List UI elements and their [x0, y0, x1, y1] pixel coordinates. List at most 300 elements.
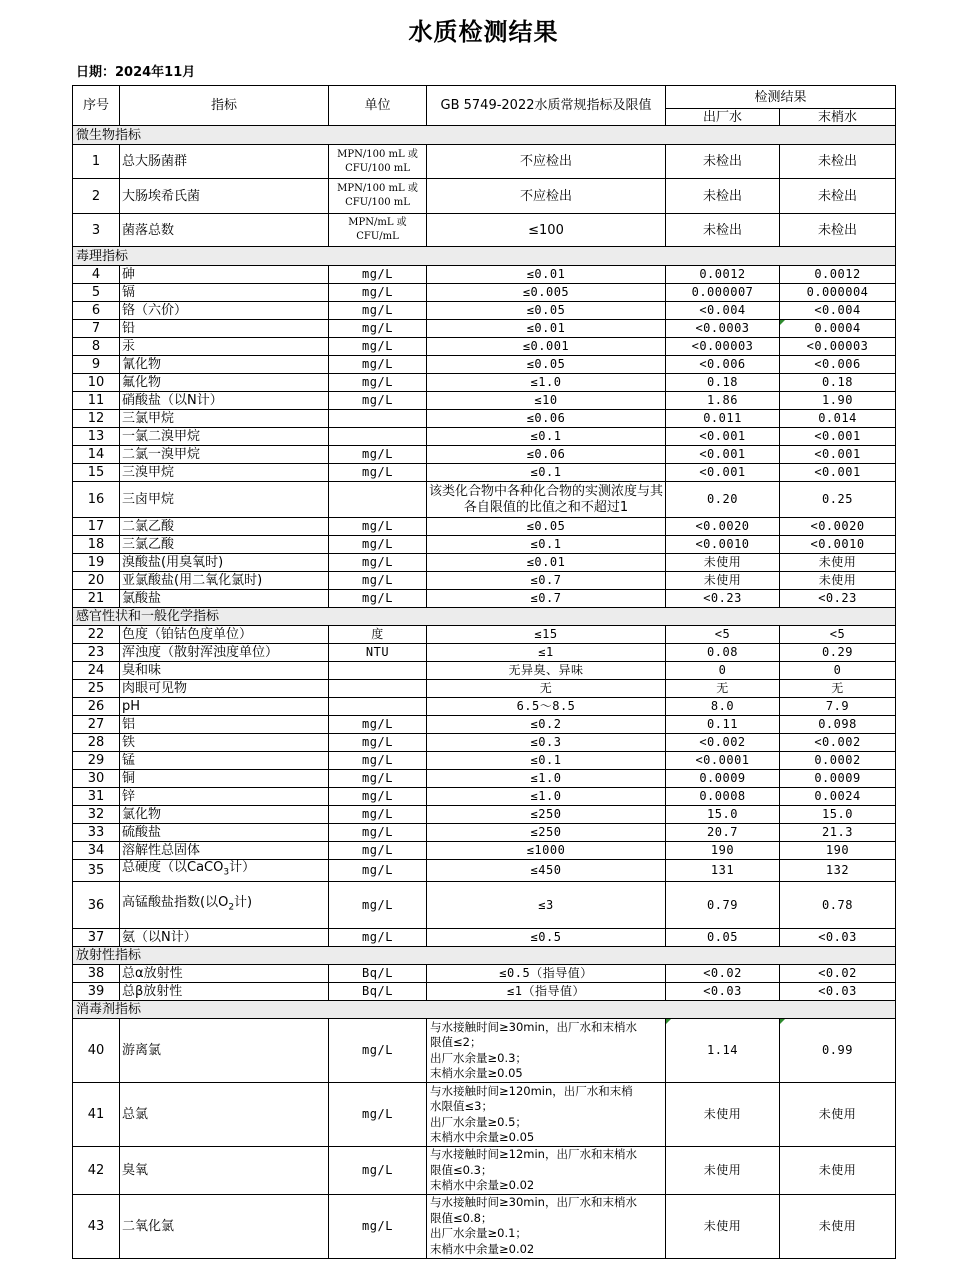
row-tap: 1.90: [780, 392, 896, 410]
row-no: 4: [73, 266, 120, 284]
row-factory: 0.0008: [666, 788, 780, 806]
row-limit: ≤0.1: [427, 428, 666, 446]
row-no: 29: [73, 752, 120, 770]
limit-line: 末梢水余量≥0.05: [430, 1066, 523, 1080]
table-row: [73, 698, 896, 716]
row-tap: 0.0009: [780, 770, 896, 788]
row-unit: mg/L: [329, 266, 427, 284]
row-unit: mg/L: [329, 374, 427, 392]
row-limit: ≤0.05: [427, 302, 666, 320]
header-no: 序号: [73, 86, 120, 126]
row-factory: <5: [666, 626, 780, 644]
row-unit: mg/L: [329, 734, 427, 752]
results-table: [72, 85, 896, 1259]
row-limit: ≤0.05: [427, 518, 666, 536]
table-row: [73, 965, 896, 983]
table-row: [73, 824, 896, 842]
table-row: [73, 752, 896, 770]
row-factory: 无: [666, 680, 780, 698]
table-row: [73, 266, 896, 284]
row-factory: 1.86: [666, 392, 780, 410]
row-no: 6: [73, 302, 120, 320]
section-sensory: 感官性状和一般化学指标: [73, 608, 896, 626]
row-tap: <0.03: [780, 929, 896, 947]
row-unit: mg/L: [329, 882, 427, 929]
row-tap: 0.098: [780, 716, 896, 734]
row-factory: <0.0020: [666, 518, 780, 536]
table-row: [73, 572, 896, 590]
row-unit: mg/L: [329, 338, 427, 356]
row-factory: 未检出: [666, 145, 780, 179]
row-tap: 未检出: [780, 214, 896, 247]
row-unit: [329, 662, 427, 680]
row-tap: 无: [780, 680, 896, 698]
header-indicator: 指标: [120, 86, 329, 126]
header-factory: 出厂水: [666, 109, 780, 126]
row-tap: 0: [780, 662, 896, 680]
table-row: [73, 145, 896, 179]
row-tap: <0.0010: [780, 536, 896, 554]
table-row: [73, 518, 896, 536]
row-unit: [329, 428, 427, 446]
row-tap: 0.25: [780, 482, 896, 518]
row-factory: 未使用: [666, 572, 780, 590]
row-limit: ≤0.06: [427, 410, 666, 428]
row-tap: 0.0012: [780, 266, 896, 284]
section-disinfect: 消毒剂指标: [73, 1001, 896, 1019]
table-row: [73, 1194, 896, 1258]
row-unit: MPN/100 mL 或 CFU/100 mL: [329, 145, 427, 179]
limit-line: 出厂水余量≥0.3；: [430, 1050, 527, 1065]
row-limit: ≤1000: [427, 842, 666, 860]
row-limit: [427, 1083, 666, 1147]
row-name: 汞: [120, 338, 329, 356]
row-factory: <0.006: [666, 356, 780, 374]
row-factory: <0.001: [666, 446, 780, 464]
row-no: 3: [73, 214, 120, 247]
row-name: 总大肠菌群: [120, 145, 329, 179]
row-factory: 0.0009: [666, 770, 780, 788]
row-tap: 未检出: [780, 145, 896, 179]
row-tap: 0.0024: [780, 788, 896, 806]
table-row: [73, 392, 896, 410]
table-row: [73, 842, 896, 860]
row-limit: ≤1（指导值）: [427, 983, 666, 1001]
table-row: [73, 882, 896, 929]
table-row: [73, 428, 896, 446]
row-name: 氨（以N计）: [120, 929, 329, 947]
row-name: 一氯二溴甲烷: [120, 428, 329, 446]
row-name: 亚氯酸盐(用二氧化氯时): [120, 572, 329, 590]
row-limit: 该类化合物中各种化合物的实测浓度与其各自限值的比值之和不超过1: [427, 482, 666, 518]
table-row: [73, 644, 896, 662]
table-row: [73, 356, 896, 374]
row-factory: 1.14: [666, 1019, 780, 1083]
row-limit: 不应检出: [427, 145, 666, 179]
row-name: 臭氧: [120, 1147, 329, 1195]
row-unit: mg/L: [329, 590, 427, 608]
table-row: [73, 1147, 896, 1195]
row-unit: MPN/100 mL 或 CFU/100 mL: [329, 179, 427, 214]
row-no: 11: [73, 392, 120, 410]
row-limit: 无异臭、异味: [427, 662, 666, 680]
row-no: 26: [73, 698, 120, 716]
row-limit: ≤0.1: [427, 752, 666, 770]
row-tap: 未使用: [780, 1083, 896, 1147]
limit-line: 与水接触时间≥120min，出厂水和末梢: [430, 1083, 633, 1098]
row-factory: 未使用: [666, 1194, 780, 1258]
row-name: 铜: [120, 770, 329, 788]
row-limit: ≤0.01: [427, 266, 666, 284]
row-limit: ≤1.0: [427, 788, 666, 806]
row-no: 1: [73, 145, 120, 179]
row-limit: ≤10: [427, 392, 666, 410]
row-unit: mg/L: [329, 1194, 427, 1258]
row-no: 34: [73, 842, 120, 860]
row-name: 三氯甲烷: [120, 410, 329, 428]
table-row: [73, 806, 896, 824]
row-name: 肉眼可见物: [120, 680, 329, 698]
row-unit: mg/L: [329, 572, 427, 590]
row-no: 25: [73, 680, 120, 698]
row-limit: ≤0.5: [427, 929, 666, 947]
row-no: 33: [73, 824, 120, 842]
row-factory: 0.11: [666, 716, 780, 734]
row-tap: <0.006: [780, 356, 896, 374]
row-factory: 0.011: [666, 410, 780, 428]
row-no: 36: [73, 882, 120, 929]
row-limit: ≤15: [427, 626, 666, 644]
row-factory: <0.23: [666, 590, 780, 608]
limit-line: 末梢水中余量≥0.05: [430, 1130, 535, 1144]
row-tap: <0.02: [780, 965, 896, 983]
table-row: [73, 716, 896, 734]
row-unit: [329, 410, 427, 428]
row-unit: Bq/L: [329, 965, 427, 983]
row-unit: mg/L: [329, 302, 427, 320]
row-unit: mg/L: [329, 824, 427, 842]
limit-line: 水限值≤3；: [430, 1099, 493, 1113]
table-row: [73, 929, 896, 947]
row-no: 19: [73, 554, 120, 572]
row-name: 砷: [120, 266, 329, 284]
table-row: [73, 410, 896, 428]
row-no: 27: [73, 716, 120, 734]
row-unit: mg/L: [329, 356, 427, 374]
row-tap: <0.002: [780, 734, 896, 752]
header-unit: 单位: [329, 86, 427, 126]
row-no: 13: [73, 428, 120, 446]
row-tap: 190: [780, 842, 896, 860]
row-no: 12: [73, 410, 120, 428]
row-unit: mg/L: [329, 446, 427, 464]
row-limit: ≤100: [427, 214, 666, 247]
row-limit: ≤3: [427, 882, 666, 929]
row-limit: ≤0.01: [427, 320, 666, 338]
row-no: 2: [73, 179, 120, 214]
row-factory: 未使用: [666, 1147, 780, 1195]
row-factory: 15.0: [666, 806, 780, 824]
row-factory: 190: [666, 842, 780, 860]
table-row: [73, 626, 896, 644]
row-name: 总硬度（以CaCO$_3$计）: [120, 860, 329, 882]
table-row: [73, 482, 896, 518]
report-date: 日期：2024年11月: [76, 65, 196, 80]
table-row: [73, 983, 896, 1001]
row-factory: 未检出: [666, 179, 780, 214]
row-factory: 0.20: [666, 482, 780, 518]
row-unit: 度: [329, 626, 427, 644]
row-factory: 未使用: [666, 1083, 780, 1147]
row-unit: mg/L: [329, 518, 427, 536]
limit-line: 与水接触时间≥30min，出厂水和末梢水: [430, 1195, 637, 1209]
row-unit: mg/L: [329, 392, 427, 410]
row-factory: 0.0012: [666, 266, 780, 284]
row-unit: [329, 482, 427, 518]
row-name: 浑浊度（散射浑浊度单位）: [120, 644, 329, 662]
row-unit: mg/L: [329, 1147, 427, 1195]
row-tap: 0.0002: [780, 752, 896, 770]
row-no: 7: [73, 320, 120, 338]
row-tap: 132: [780, 860, 896, 882]
section-radio: 放射性指标: [73, 947, 896, 965]
row-tap: 0.014: [780, 410, 896, 428]
row-name: 三溴甲烷: [120, 464, 329, 482]
row-factory: 0.08: [666, 644, 780, 662]
limit-line: 限值≤0.3；: [430, 1162, 493, 1177]
row-limit: ≤0.001: [427, 338, 666, 356]
row-unit: [329, 680, 427, 698]
row-name: 铬（六价）: [120, 302, 329, 320]
row-limit: [427, 1019, 666, 1083]
row-no: 10: [73, 374, 120, 392]
row-factory: <0.002: [666, 734, 780, 752]
row-name: 二氯乙酸: [120, 518, 329, 536]
row-factory: <0.001: [666, 428, 780, 446]
table-row: [73, 338, 896, 356]
row-factory: <0.0010: [666, 536, 780, 554]
table-row: [73, 214, 896, 247]
row-no: 20: [73, 572, 120, 590]
row-no: 9: [73, 356, 120, 374]
row-name: 氯化物: [120, 806, 329, 824]
row-tap: 未检出: [780, 179, 896, 214]
row-factory: 未检出: [666, 214, 780, 247]
row-name: 二氧化氯: [120, 1194, 329, 1258]
row-no: 42: [73, 1147, 120, 1195]
row-name: 溴酸盐(用臭氧时): [120, 554, 329, 572]
row-no: 5: [73, 284, 120, 302]
row-limit: ≤0.2: [427, 716, 666, 734]
row-limit: ≤1.0: [427, 770, 666, 788]
row-name: 硫酸盐: [120, 824, 329, 842]
page-title: 水质检测结果: [408, 18, 559, 46]
row-factory: <0.0003: [666, 320, 780, 338]
row-factory: 20.7: [666, 824, 780, 842]
row-no: 41: [73, 1083, 120, 1147]
row-name: 溶解性总固体: [120, 842, 329, 860]
limit-line: 与水接触时间≥12min，出厂水和末梢水: [430, 1147, 637, 1161]
row-unit: mg/L: [329, 806, 427, 824]
row-unit: MPN/mL 或 CFU/mL: [329, 214, 427, 247]
row-name: 氟化物: [120, 374, 329, 392]
row-limit: ≤250: [427, 806, 666, 824]
row-name: 锰: [120, 752, 329, 770]
row-tap: 0.000004: [780, 284, 896, 302]
row-no: 15: [73, 464, 120, 482]
row-tap: <0.03: [780, 983, 896, 1001]
limit-line: 末梢水中余量≥0.02: [430, 1178, 535, 1192]
row-limit: ≤0.7: [427, 572, 666, 590]
row-unit: mg/L: [329, 554, 427, 572]
row-no: 14: [73, 446, 120, 464]
table-row: [73, 590, 896, 608]
row-tap: 未使用: [780, 1194, 896, 1258]
row-unit: mg/L: [329, 1083, 427, 1147]
row-tap: 7.9: [780, 698, 896, 716]
table-row: [73, 860, 896, 882]
table-row: [73, 302, 896, 320]
row-factory: 0.79: [666, 882, 780, 929]
row-tap: 0.78: [780, 882, 896, 929]
table-row: [73, 536, 896, 554]
row-name: 总β放射性: [120, 983, 329, 1001]
row-tap: 未使用: [780, 1147, 896, 1195]
row-no: 37: [73, 929, 120, 947]
row-tap: 0.99: [780, 1019, 896, 1083]
row-name: 总α放射性: [120, 965, 329, 983]
limit-line: 限值≤2；: [430, 1035, 482, 1049]
row-name: 镉: [120, 284, 329, 302]
row-no: 23: [73, 644, 120, 662]
row-no: 30: [73, 770, 120, 788]
row-no: 31: [73, 788, 120, 806]
row-factory: <0.0001: [666, 752, 780, 770]
row-factory: <0.03: [666, 983, 780, 1001]
row-no: 16: [73, 482, 120, 518]
row-limit: 6.5～8.5: [427, 698, 666, 716]
row-name: 色度（铂钴色度单位）: [120, 626, 329, 644]
row-unit: mg/L: [329, 929, 427, 947]
row-tap: <0.0020: [780, 518, 896, 536]
row-tap: <0.001: [780, 428, 896, 446]
row-no: 39: [73, 983, 120, 1001]
row-factory: 未使用: [666, 554, 780, 572]
row-name: 臭和味: [120, 662, 329, 680]
table-row: [73, 1019, 896, 1083]
section-micro: 微生物指标: [73, 126, 896, 145]
row-unit: mg/L: [329, 536, 427, 554]
row-limit: ≤0.06: [427, 446, 666, 464]
row-tap: 21.3: [780, 824, 896, 842]
limit-line: 出厂水余量≥0.5；: [430, 1114, 527, 1129]
row-unit: mg/L: [329, 320, 427, 338]
header-row: [73, 86, 896, 109]
row-limit: ≤1: [427, 644, 666, 662]
row-factory: 131: [666, 860, 780, 882]
row-tap: 0.29: [780, 644, 896, 662]
table-row: [73, 554, 896, 572]
row-factory: 0.000007: [666, 284, 780, 302]
row-tap: <0.00003: [780, 338, 896, 356]
row-limit: 不应检出: [427, 179, 666, 214]
table-row: [73, 662, 896, 680]
table-row: [73, 788, 896, 806]
row-limit: ≤0.1: [427, 464, 666, 482]
row-name: 铅: [120, 320, 329, 338]
row-factory: <0.00003: [666, 338, 780, 356]
row-name: pH: [120, 698, 329, 716]
row-no: 24: [73, 662, 120, 680]
row-name: 铁: [120, 734, 329, 752]
row-name: 总氯: [120, 1083, 329, 1147]
row-limit: [427, 1194, 666, 1258]
row-name: 铝: [120, 716, 329, 734]
table-row: [73, 770, 896, 788]
row-name: 三氯乙酸: [120, 536, 329, 554]
row-no: 18: [73, 536, 120, 554]
row-limit: ≤1.0: [427, 374, 666, 392]
row-no: 40: [73, 1019, 120, 1083]
row-tap: 未使用: [780, 554, 896, 572]
row-no: 35: [73, 860, 120, 882]
row-name: 硝酸盐（以N计）: [120, 392, 329, 410]
table-row: [73, 179, 896, 214]
row-limit: ≤250: [427, 824, 666, 842]
table-row: [73, 680, 896, 698]
row-factory: 0.18: [666, 374, 780, 392]
row-tap: <0.001: [780, 446, 896, 464]
table-row: [73, 1083, 896, 1147]
row-tap: <0.001: [780, 464, 896, 482]
row-tap: 未使用: [780, 572, 896, 590]
row-limit: ≤0.005: [427, 284, 666, 302]
row-factory: 0: [666, 662, 780, 680]
row-name: 氯酸盐: [120, 590, 329, 608]
row-name: 菌落总数: [120, 214, 329, 247]
table-row: [73, 446, 896, 464]
row-unit: mg/L: [329, 842, 427, 860]
header-result: 检测结果: [666, 86, 896, 109]
row-no: 21: [73, 590, 120, 608]
row-tap: 0.0004: [780, 320, 896, 338]
table-row: [73, 320, 896, 338]
row-tap: 0.18: [780, 374, 896, 392]
row-unit: mg/L: [329, 464, 427, 482]
row-unit: NTU: [329, 644, 427, 662]
row-limit: ≤0.1: [427, 536, 666, 554]
row-unit: mg/L: [329, 752, 427, 770]
row-no: 43: [73, 1194, 120, 1258]
row-limit: ≤0.3: [427, 734, 666, 752]
header-tap: 末梢水: [780, 109, 896, 126]
row-name: 锌: [120, 788, 329, 806]
row-limit: ≤0.01: [427, 554, 666, 572]
row-tap: <0.23: [780, 590, 896, 608]
row-no: 28: [73, 734, 120, 752]
row-name: 二氯一溴甲烷: [120, 446, 329, 464]
row-unit: mg/L: [329, 860, 427, 882]
header-limit: GB 5749-2022水质常规指标及限值: [427, 86, 666, 126]
row-limit: ≤450: [427, 860, 666, 882]
table-row: [73, 374, 896, 392]
row-tap: <5: [780, 626, 896, 644]
row-no: 8: [73, 338, 120, 356]
row-tap: <0.004: [780, 302, 896, 320]
row-no: 17: [73, 518, 120, 536]
row-unit: mg/L: [329, 1019, 427, 1083]
row-tap: 15.0: [780, 806, 896, 824]
